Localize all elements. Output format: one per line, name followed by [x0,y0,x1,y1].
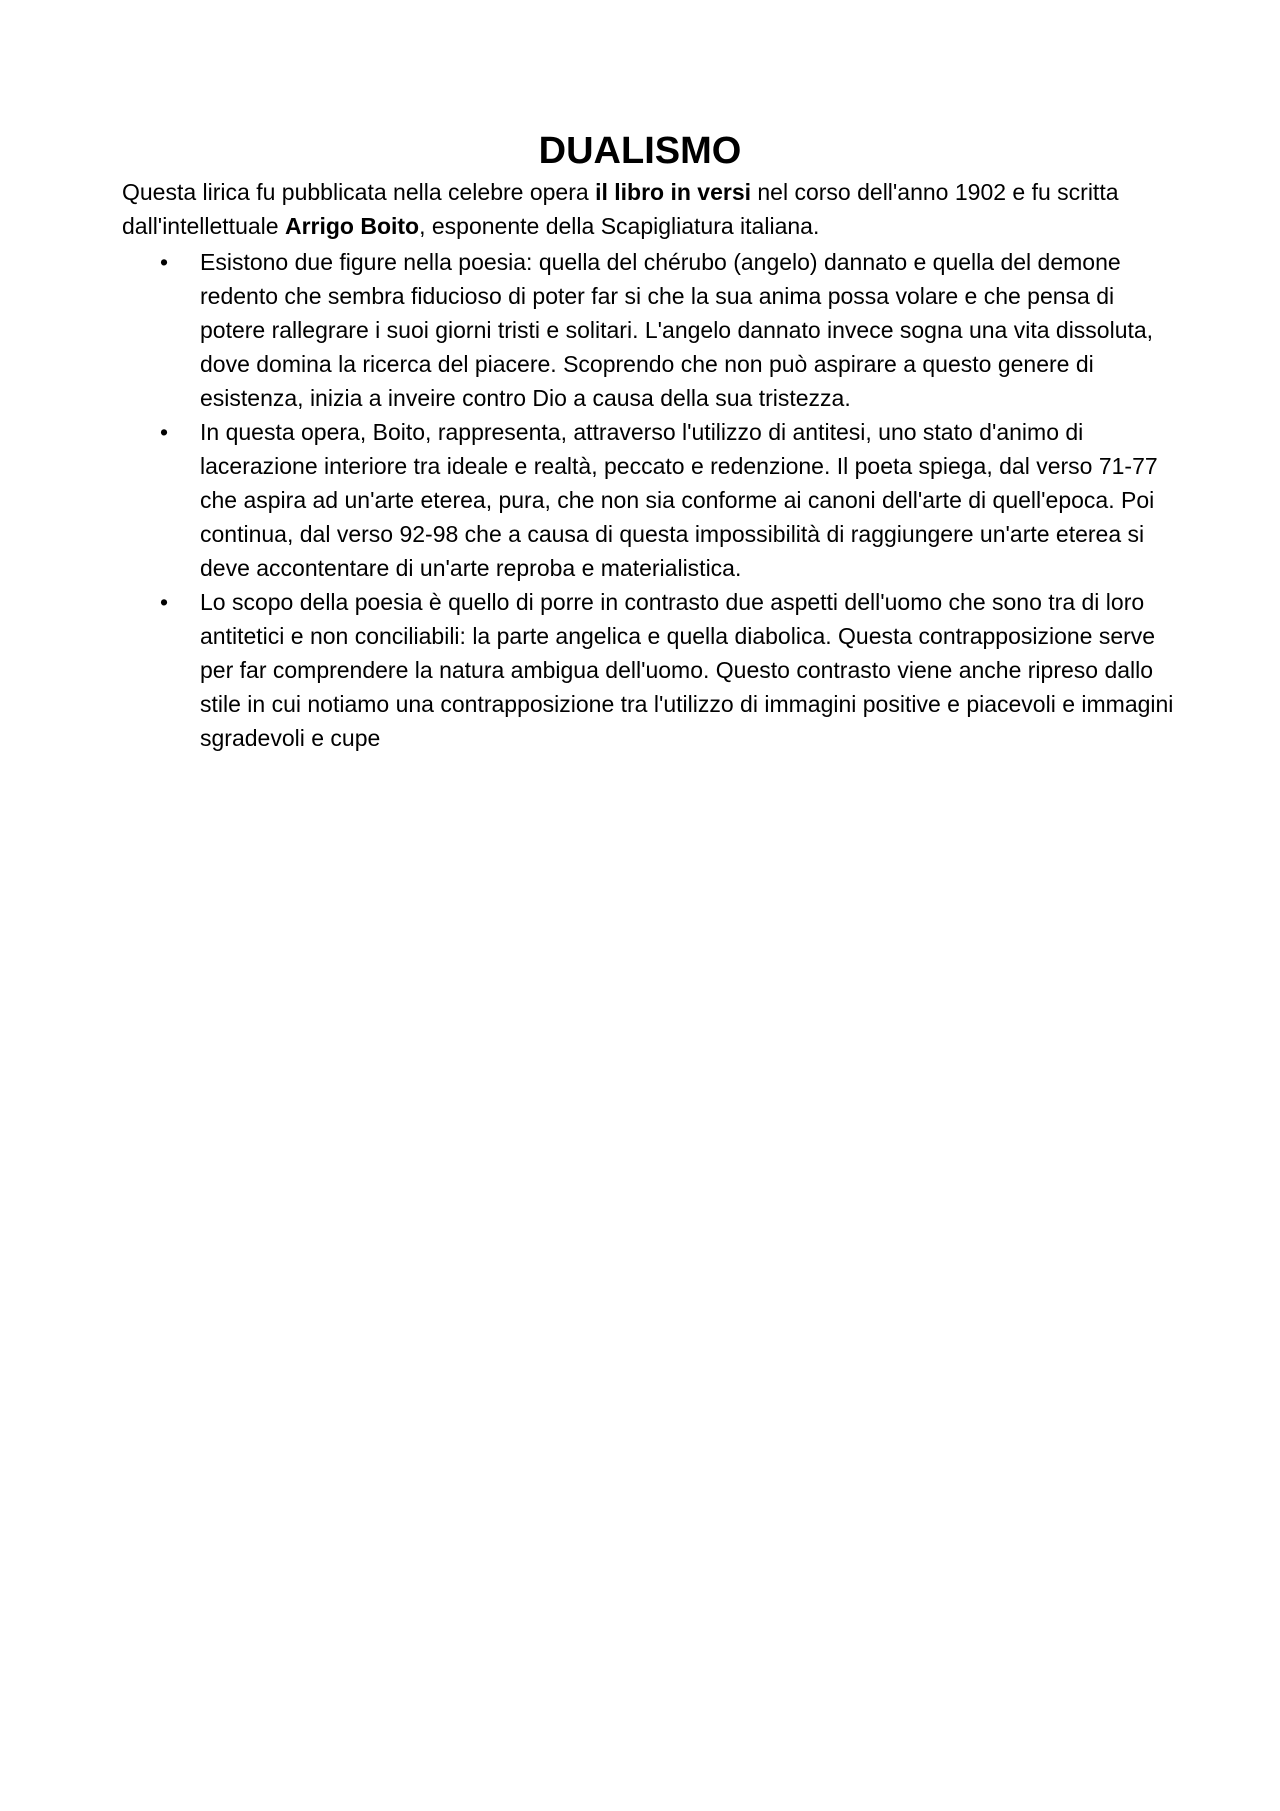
bullet-icon: • [160,249,169,275]
bullet-item [122,245,1182,415]
intro-paragraph [122,175,1182,243]
bullet-text: In questa opera, Boito, rappresenta, attraverso l'utilizzo di antitesi, uno stato d'animo di lacerazione interiore tra ideale e realtà, peccato e redenzione. Il poeta spiega, dal verso 71-77 che aspira ad un'arte eterea, pura, che non sia conforme ai canoni dell'arte di quell'epoca. Poi continua, dal verso 92-98 che a causa di questa impossibilità di raggiungere un'arte eterea si deve accontentare di un'arte reproba e materialistica. [200,419,1158,581]
bullet-icon: • [160,419,169,445]
intro-text-2: nel corso dell'anno 1902 e fu scritta dall'intellettuale [122,179,1119,239]
bullet-list [122,245,1182,755]
intro-bold-author: Arrigo Boito [284,213,420,239]
intro-text-1: Questa lirica fu pubblicata nella celebre opera [122,179,596,205]
bullet-text: Lo scopo della poesia è quello di porre in contrasto due aspetti dell'uomo che sono tra di loro antitetici e non conciliabili: la parte angelica e quella diabolica. Questa contrapposizione serve per far comprendere la natura ambigua dell'uomo. Questo contrasto viene anche ripreso dallo stile in cui notiamo una contrapposizione tra l'utilizzo di immagini positive e piacevoli e immagini sgradevoli e cupe [200,589,1174,751]
bullet-icon: • [160,589,169,615]
intro-text-3: , esponente della Scapigliatura italiana. [419,213,820,239]
page-title: DUALISMO [538,130,742,172]
bullet-text: Esistono due figure nella poesia: quella del chérubo (angelo) dannato e quella del demone redento che sembra fiducioso di poter far si che la sua anima possa volare e che pensa di potere rallegrare i suoi giorni tristi e solitari. L'angelo dannato invece sogna una vita dissoluta, dove domina la ricerca del piacere. Scoprendo che non può aspirare a questo genere di esistenza, inizia a inveire contro Dio a causa della sua tristezza. [200,249,1154,411]
bullet-item [122,585,1182,755]
intro-bold-book-title: il libro in versi [595,179,751,205]
bullet-item [122,415,1182,585]
